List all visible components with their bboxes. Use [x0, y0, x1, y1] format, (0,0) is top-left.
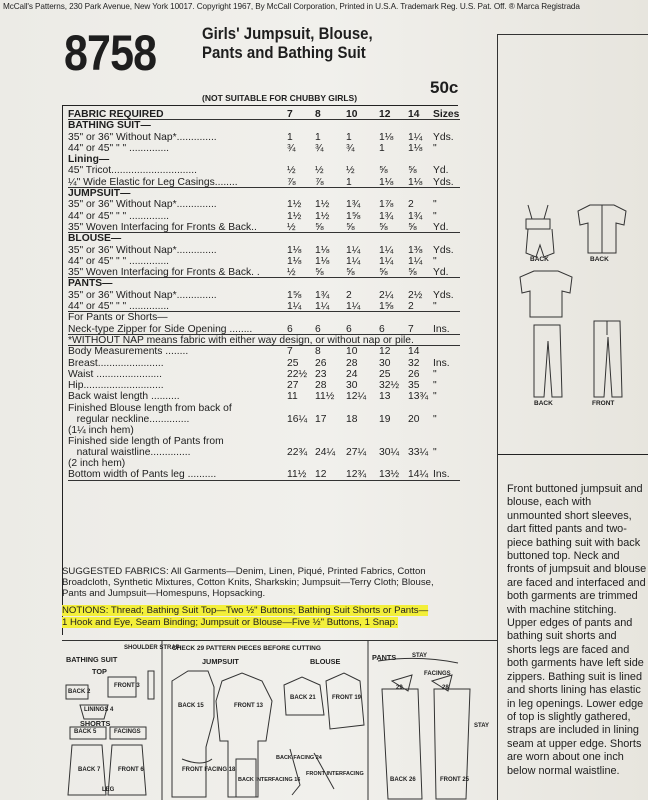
- piece-label: BACK 26: [390, 777, 416, 783]
- row-value: 28: [315, 380, 327, 392]
- row-unit: Ins.: [433, 469, 450, 481]
- row-value: ⅝: [379, 221, 388, 233]
- row-value: 1¾: [315, 289, 330, 301]
- row-value: 26: [408, 368, 420, 380]
- sketch-label-back: BACK: [530, 256, 549, 263]
- row-value: 1¼: [346, 255, 361, 267]
- row-label: Hip............................: [68, 380, 164, 392]
- row-label: JUMPSUIT—: [68, 188, 131, 200]
- piece-label: LEG: [102, 787, 115, 793]
- row-value: 1⅛: [287, 244, 302, 256]
- row-value: 1⅞: [379, 199, 394, 211]
- row-value: ⅝: [408, 165, 417, 177]
- row-value: 14¼: [408, 469, 429, 481]
- pattern-number: 8758: [64, 25, 157, 81]
- piece-label: FACINGS: [114, 729, 141, 735]
- piece-label: BACK 21: [290, 695, 316, 701]
- row-value: 33¼: [408, 447, 429, 459]
- row-value: 7: [408, 323, 414, 335]
- table-section-row: [68, 188, 460, 199]
- table-row: [68, 267, 460, 278]
- row-unit: Yd.: [433, 221, 449, 233]
- table-row: [68, 436, 460, 458]
- table-row: [68, 358, 460, 369]
- row-value: 8: [315, 346, 321, 358]
- piece-shoulder-strap: SHOULDER STRAP: [124, 645, 180, 651]
- size-header: 12: [379, 109, 391, 120]
- row-unit: ": [433, 142, 437, 154]
- panel-divider: [497, 454, 648, 455]
- row-label: BLOUSE—: [68, 233, 122, 245]
- table-row: [68, 469, 460, 480]
- table-row: [68, 177, 460, 188]
- row-unit: Ins.: [433, 323, 450, 335]
- row-label: PANTS—: [68, 278, 113, 290]
- row-value: 1¼: [408, 131, 423, 143]
- piece-label: FRONT 3: [114, 683, 140, 689]
- pieces-check-heading: CHECK 29 PATTERN PIECES BEFORE CUTTING: [172, 645, 321, 652]
- row-unit: Ins.: [433, 357, 450, 369]
- sketch-label-back: BACK: [590, 256, 609, 263]
- row-value: 12: [315, 469, 327, 481]
- row-value: 12¼: [346, 391, 367, 403]
- pattern-pieces-diagram: [62, 640, 498, 800]
- row-label: 35" or 36" Without Nap*..............: [68, 289, 217, 301]
- row-value: 1⅜: [408, 244, 423, 256]
- row-value: 7: [287, 346, 293, 358]
- row-value: ⅝: [379, 267, 388, 279]
- title-line-2: Pants and Bathing Suit: [202, 43, 366, 62]
- row-value: 27: [287, 380, 299, 392]
- row-label: 44" or 45" " " ..............: [68, 301, 170, 313]
- row-label: 35" or 36" Without Nap*..............: [68, 199, 217, 211]
- table-section-row: [68, 278, 460, 289]
- row-label: Back waist length ..........: [68, 391, 180, 403]
- row-unit: ": [433, 368, 437, 380]
- row-label: Finished side length of Pants from natural waistline..............: [68, 436, 224, 459]
- row-value: 30¼: [379, 447, 400, 459]
- row-value: 1¼: [287, 301, 302, 313]
- row-label: Body Measurements ........: [68, 346, 189, 358]
- row-value: ⅝: [379, 165, 388, 177]
- size-header: 10: [346, 109, 358, 120]
- row-unit: Yd.: [433, 267, 449, 279]
- row-unit: Yds.: [433, 131, 454, 143]
- row-value: ¾: [346, 142, 355, 154]
- piece-label: BACK 15: [178, 703, 204, 709]
- garment-back-views-illustration: [498, 35, 648, 455]
- row-value: 1⅛: [287, 255, 302, 267]
- table-row: [68, 425, 460, 436]
- row-label: BATHING SUIT—: [68, 120, 151, 132]
- row-value: ¾: [287, 142, 296, 154]
- notions-line-2: 1 Hook and Eye, Seam Binding; Jumpsuit or Blouse—Five ½" Buttons, 1 Snap.: [62, 617, 398, 628]
- piece-label: BACK 5: [74, 729, 97, 735]
- table-row: [68, 143, 460, 154]
- table-row: [68, 211, 460, 222]
- piece-group-bathing-suit: BATHING SUIT: [66, 655, 118, 664]
- table-section-row: [68, 233, 460, 244]
- piece-label: 28: [442, 685, 449, 691]
- row-value: 12¾: [346, 469, 367, 481]
- size-header: 8: [315, 109, 321, 120]
- sketch-label-back: BACK: [534, 400, 553, 407]
- row-value: ½: [315, 165, 324, 177]
- piece-label: BACK FACING 24: [276, 755, 322, 761]
- pattern-price: 50c: [430, 78, 459, 97]
- row-value: 26: [315, 357, 327, 369]
- table-header-row: [68, 109, 460, 120]
- piece-group-pants: PANTS: [372, 653, 397, 662]
- title-line-1: Girls' Jumpsuit, Blouse,: [202, 24, 373, 43]
- notions: [62, 605, 454, 629]
- size-header: 14: [408, 109, 420, 120]
- row-value: 11: [287, 391, 298, 403]
- table-row: [68, 199, 460, 210]
- row-label: Lining—: [68, 154, 110, 166]
- row-unit: ": [433, 380, 437, 392]
- row-unit: Yds.: [433, 289, 454, 301]
- pattern-title: [202, 24, 448, 62]
- row-value: ¾: [315, 142, 324, 154]
- row-label: 35" or 36" Without Nap*..............: [68, 244, 217, 256]
- table-section-row: [68, 120, 460, 131]
- table-row: [68, 132, 460, 143]
- row-label: For Pants or Shorts—: [68, 312, 168, 324]
- row-value: 28: [346, 357, 358, 369]
- row-value: 1¼: [379, 255, 394, 267]
- row-value: 18: [346, 413, 358, 425]
- row-unit: ": [433, 413, 437, 425]
- row-value: 1⅛: [379, 131, 394, 143]
- row-value: 1¼: [346, 301, 361, 313]
- row-value: 1⅝: [287, 289, 302, 301]
- row-value: 2: [346, 289, 352, 301]
- row-value: 1⅛: [315, 244, 330, 256]
- piece-label: STAY: [412, 653, 428, 659]
- piece-group-jumpsuit: JUMPSUIT: [202, 657, 239, 666]
- row-value: ½: [287, 165, 296, 177]
- row-value: ½: [346, 165, 355, 177]
- row-value: 25: [379, 368, 391, 380]
- piece-label: FRONT INTERFACING: [306, 771, 364, 777]
- row-value: 11½: [315, 391, 335, 403]
- table-row: [68, 335, 460, 346]
- row-value: 30: [346, 380, 358, 392]
- row-value: ⅝: [408, 267, 417, 279]
- row-value: ⅝: [315, 221, 324, 233]
- table-row: [68, 301, 460, 312]
- row-value: 1⅝: [346, 210, 361, 222]
- row-value: 32: [408, 357, 420, 369]
- row-value: 1½: [287, 199, 302, 211]
- suggested-fabrics: SUGGESTED FABRICS: All Garments—Denim, Linen, Piqué, Printed Fabrics, Cotton Broadcloth, Synthetic Mixtures, Cotton Knits, Sharkskin; Jumpsuit—Terry Cloth; Blouse, Pants and Jumpsuit—Homespuns, Hopsacking.: [62, 566, 434, 600]
- row-value: 1¼: [408, 255, 423, 267]
- size-header-unit: Sizes: [433, 109, 460, 120]
- row-value: 1½: [315, 199, 330, 211]
- table-row: [68, 369, 460, 380]
- table-row: [68, 245, 460, 256]
- table-header-label: FABRIC REQUIRED: [68, 109, 164, 120]
- row-value: 1⅛: [408, 142, 423, 154]
- row-value: 1⅛: [315, 255, 330, 267]
- piece-label: FRONT 19: [332, 695, 362, 701]
- piece-label: FRONT 25: [440, 777, 470, 783]
- row-value: 27¼: [346, 447, 367, 459]
- piece-group-top: TOP: [92, 667, 107, 676]
- row-value: 6: [346, 323, 352, 335]
- row-value: 35: [408, 380, 420, 392]
- piece-group-shorts: SHORTS: [80, 719, 111, 728]
- row-label: (1¼ inch hem): [68, 424, 134, 436]
- piece-label: FRONT FACING 18: [182, 767, 236, 773]
- garment-description: Front buttoned jumpsuit and blouse, each with unmounted short sleeves, dart fitted pants and two-piece bathing suit with back buttoned top. Neck and fronts of jumpsuit and blouse are faced and interfaced and both garments are trimmed with machine stitching. Upper edges of pants and bathing suit shorts and shorts legs are faced and both garments have left side zippers. Bathing suit is lined and shorts lining has elastic in leg openings. Lower edge of top is slightly gathered, straps are included in lining seam at upper edge. Shorts are worn about one inch below normal waistline.: [507, 483, 647, 777]
- table-row: [68, 222, 460, 233]
- row-value: ⅞: [287, 176, 296, 188]
- row-label: Breast.......................: [68, 357, 164, 369]
- row-label: 35" or 36" Without Nap*..............: [68, 131, 217, 143]
- row-label: 45" Tricot..............................: [68, 165, 197, 177]
- table-row: [68, 324, 460, 335]
- row-value: 1¼: [346, 244, 361, 256]
- row-value: 24: [346, 368, 358, 380]
- row-value: 24¼: [315, 447, 336, 459]
- row-value: 13½: [379, 469, 400, 481]
- row-value: 14: [408, 346, 420, 358]
- row-value: 6: [287, 323, 293, 335]
- row-value: 1: [287, 131, 293, 143]
- table-row: [68, 165, 460, 176]
- row-label: *WITHOUT NAP means fabric with either way design, or without nap or pile.: [68, 334, 414, 346]
- row-value: 1½: [287, 210, 302, 222]
- row-unit: ": [433, 391, 437, 403]
- row-unit: ": [433, 199, 437, 211]
- row-value: ½: [287, 221, 296, 233]
- row-value: ⅝: [408, 221, 417, 233]
- row-value: 22¾: [287, 447, 308, 459]
- piece-label: BACK 7: [78, 767, 101, 773]
- size-header: 7: [287, 109, 293, 120]
- table-row: [68, 290, 460, 301]
- row-value: 30: [379, 357, 391, 369]
- piece-label: STAY: [474, 723, 490, 729]
- sketch-label-front: FRONT: [592, 400, 615, 407]
- row-label: 44" or 45" " " ..............: [68, 255, 170, 267]
- row-value: 1¾: [408, 210, 423, 222]
- row-value: ½: [287, 267, 296, 279]
- row-unit: ": [433, 301, 437, 313]
- row-value: 2¼: [379, 289, 394, 301]
- row-value: 1: [379, 142, 385, 154]
- piece-label: BACK 2: [68, 689, 91, 695]
- fabric-requirements-table: [68, 109, 460, 481]
- piece-label: FACINGS: [424, 671, 451, 677]
- row-value: 20: [408, 413, 420, 425]
- row-value: 17: [315, 413, 327, 425]
- row-value: 16¼: [287, 413, 308, 425]
- piece-label: BACK INTERFACING 16: [238, 777, 301, 783]
- row-value: 10: [346, 346, 358, 358]
- row-value: 1¼: [379, 244, 394, 256]
- row-value: 11½: [287, 469, 307, 481]
- table-row: [68, 458, 460, 469]
- table-left-rule: [62, 105, 63, 635]
- row-label: 35" Woven Interfacing for Fronts & Back. .: [68, 267, 260, 279]
- row-unit: Yds.: [433, 244, 454, 256]
- row-value: 1: [346, 176, 352, 188]
- row-value: 12: [379, 346, 391, 358]
- row-value: 1¾: [379, 210, 394, 222]
- table-row: [68, 256, 460, 267]
- row-value: 1⅛: [379, 176, 394, 188]
- row-label: ¼" Wide Elastic for Leg Casings........: [68, 176, 238, 188]
- header-divider: [62, 105, 458, 106]
- row-value: ⅝: [346, 267, 355, 279]
- row-value: ⅝: [346, 221, 355, 233]
- row-label: 44" or 45" " " ..............: [68, 210, 170, 222]
- table-section-row: [68, 154, 460, 165]
- row-unit: Yds.: [433, 176, 454, 188]
- row-value: 25: [287, 357, 299, 369]
- row-value: 2: [408, 301, 414, 313]
- row-value: 6: [379, 323, 385, 335]
- table-row: [68, 346, 460, 357]
- row-label: 35" Woven Interfacing for Fronts & Back..: [68, 221, 257, 233]
- pattern-subtitle: (NOT SUITABLE FOR CHUBBY GIRLS): [202, 93, 358, 103]
- row-value: 32½: [379, 380, 400, 392]
- row-label: Finished Blouse length from back of regular neckline..............: [68, 402, 232, 425]
- row-value: 1¾: [346, 199, 361, 211]
- row-value: 1¼: [315, 301, 330, 313]
- row-label: 44" or 45" " " ..............: [68, 142, 170, 154]
- row-label: Neck-type Zipper for Side Opening ........: [68, 323, 253, 335]
- piece-label: LININGS 4: [84, 707, 114, 713]
- row-value: ⅞: [315, 176, 324, 188]
- row-label: (2 inch hem): [68, 458, 126, 470]
- row-value: 19: [379, 413, 391, 425]
- table-row: [68, 391, 460, 402]
- row-value: 1⅛: [408, 176, 423, 188]
- copyright-line: McCall's Patterns, 230 Park Avenue, New York 10017. Copyright 1967, By McCall Corporation, Printed in U.S.A. Trademark Reg. U.S. Pat. Off. ® Marca Registrada: [3, 2, 580, 11]
- row-value: 1: [346, 131, 352, 143]
- row-value: 1½: [315, 210, 330, 222]
- row-value: 13¾: [408, 391, 429, 403]
- row-label: Waist .......................: [68, 368, 163, 380]
- row-value: 22½: [287, 368, 308, 380]
- row-value: 1⅝: [379, 301, 394, 313]
- row-value: 2½: [408, 289, 423, 301]
- row-unit: ": [433, 210, 437, 222]
- notions-line-1: NOTIONS: Thread; Bathing Suit Top—Two ½" Buttons; Bathing Suit Shorts or Pants—: [62, 605, 429, 616]
- row-unit: Yd.: [433, 165, 449, 177]
- piece-label: FRONT 6: [118, 767, 144, 773]
- garment-sketch-panel: [497, 34, 648, 454]
- piece-group-blouse: BLOUSE: [310, 657, 341, 666]
- row-value: 23: [315, 368, 327, 380]
- row-unit: ": [433, 447, 437, 459]
- row-value: 6: [315, 323, 321, 335]
- row-value: 1: [315, 131, 321, 143]
- row-value: ⅝: [315, 267, 324, 279]
- piece-label: 29: [396, 685, 403, 691]
- table-row: [68, 312, 460, 323]
- piece-label: FRONT 13: [234, 703, 264, 709]
- table-row: [68, 380, 460, 391]
- row-value: 13: [379, 391, 391, 403]
- table-row: [68, 403, 460, 425]
- row-value: 2: [408, 199, 414, 211]
- row-unit: ": [433, 255, 437, 267]
- row-label: Bottom width of Pants leg ..........: [68, 469, 217, 481]
